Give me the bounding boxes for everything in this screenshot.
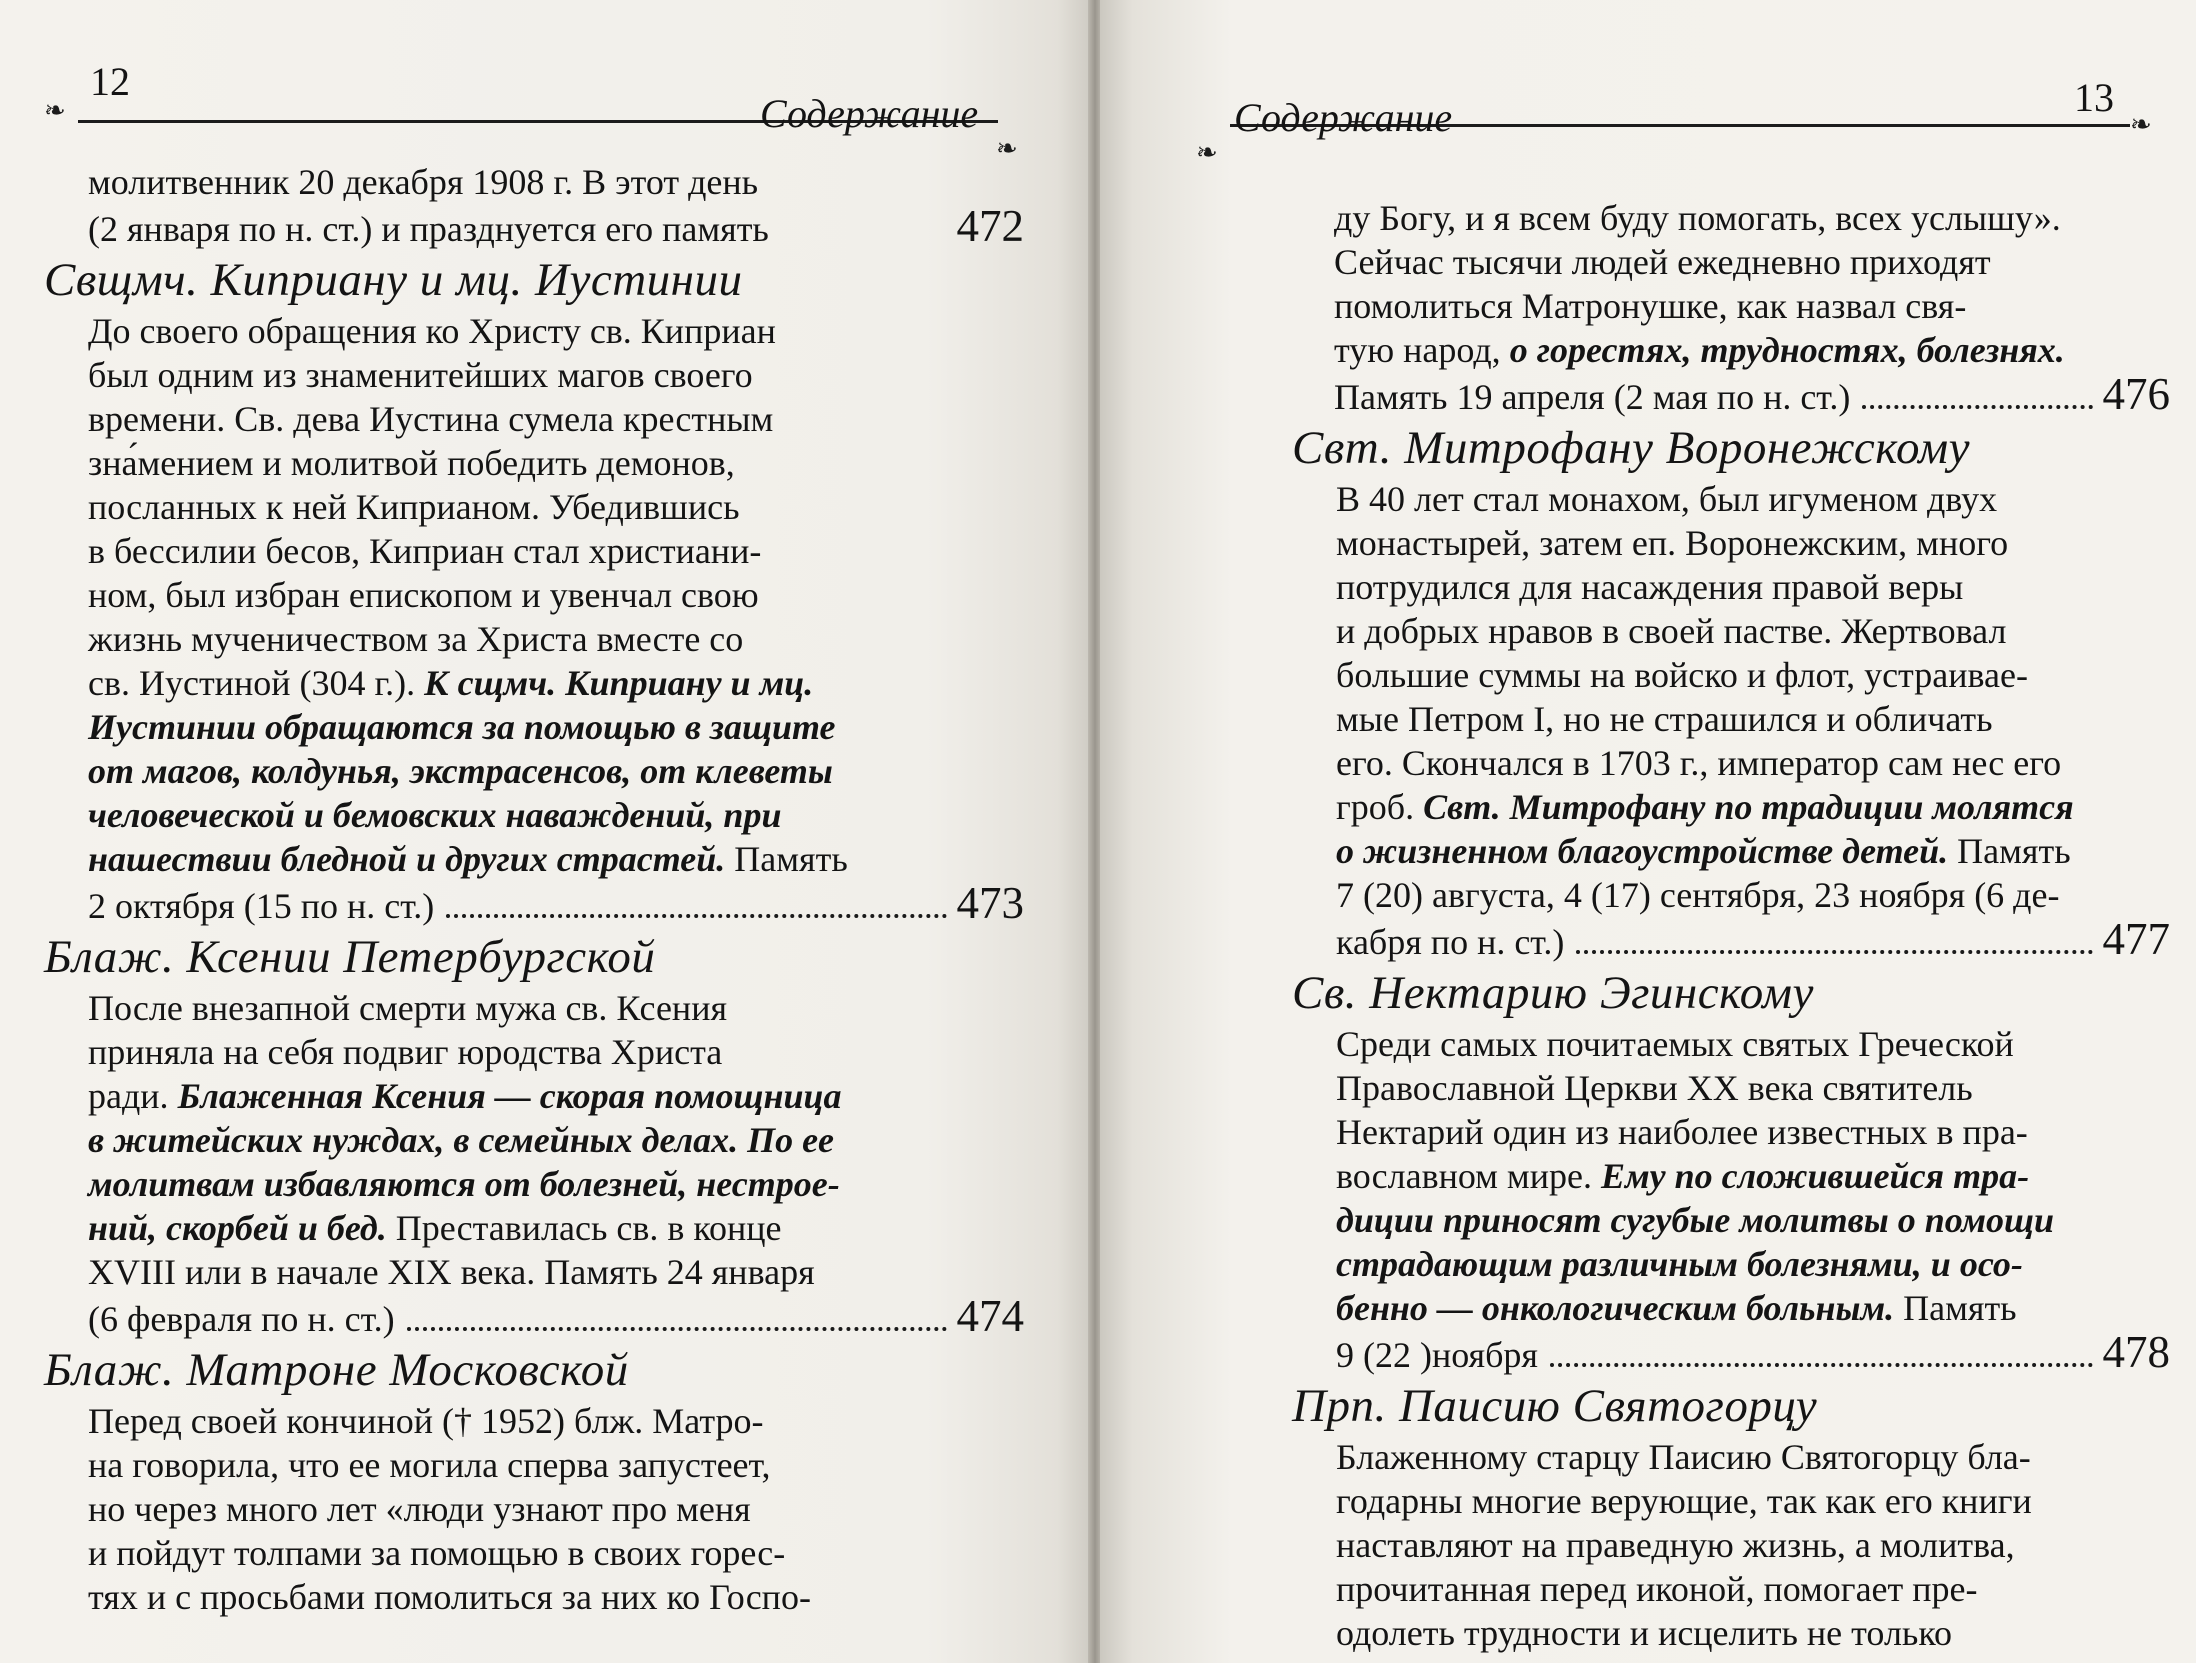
plain-text: Память: [1948, 831, 2071, 871]
text-line: До своего обращения ко Христу св. Киприан: [88, 311, 776, 351]
text-line: помолиться Матронушке, как назвал свя-: [1334, 286, 1967, 326]
page-ref[interactable]: 472: [956, 201, 1024, 251]
entry-body: [1336, 1022, 2170, 1377]
emphasis-line: в житейских нуждах, в семейных делах. По ее: [88, 1120, 835, 1160]
text-line: приняла на себя подвиг юродства Христа: [88, 1032, 723, 1072]
emphasis-line: Иустинии обращаются за помощью в защите: [88, 707, 836, 747]
dot-leader: [1576, 950, 2092, 954]
ornament-right-icon: ❧: [2130, 110, 2150, 139]
text-line: молитвенник 20 декабря 1908 г. В этот день: [88, 162, 759, 202]
text-line: 9 (22 )ноября: [1336, 1335, 1538, 1375]
entry-heading[interactable]: Блаж. Матроне Московской: [44, 1344, 629, 1396]
text-line: Православной Церкви XX века святитель: [1336, 1068, 1973, 1108]
page-number-left: 12: [90, 59, 130, 104]
emphasis-text: К сщмч. Киприану и мц.: [424, 663, 814, 703]
emphasis-text: о жизненном благоустройстве детей.: [1336, 831, 1949, 871]
running-head-left: Содержание: [760, 91, 979, 136]
entry-end: [1334, 369, 2170, 419]
text-line: Сейчас тысячи людей ежедневно приходят: [1334, 242, 1991, 282]
text-line: (6 февраля по н. ст.): [88, 1299, 395, 1339]
emphasis-line: страдающим различным болезнями, и осо-: [1336, 1244, 2023, 1284]
entry-heading[interactable]: Свт. Митрофану Воронежскому: [1292, 422, 1971, 474]
entry-end: [1336, 1327, 2170, 1377]
text-line: 7 (20) августа, 4 (17) сентября, 23 ноября (6 де-: [1336, 875, 2060, 915]
dot-leader: [407, 1327, 947, 1331]
entry-end: [88, 201, 1024, 251]
text-line: [1336, 785, 2170, 829]
text-line: но через много лет «люди узнают про меня: [88, 1489, 751, 1529]
dot-leader: [446, 914, 946, 918]
plain-text: гроб.: [1336, 787, 1424, 827]
text-line: [88, 1206, 1024, 1250]
emphasis-text: ний, скорбей и бед.: [88, 1208, 387, 1248]
text-line: После внезапной смерти мужа св. Ксения: [88, 988, 728, 1028]
text-line: кабря по н. ст.): [1336, 922, 1565, 962]
text-line: ду Богу, и я всем буду помогать, всех услышу».: [1334, 198, 2061, 238]
toc-column-right: [1196, 196, 2170, 1655]
text-line: (2 января по н. ст.) и празднуется его память: [88, 209, 769, 249]
text-line: мые Петром I, но не страшился и обличать: [1336, 699, 1993, 739]
running-head-right: Содержание: [1234, 95, 1453, 140]
text-line: времени. Св. дева Иустина сумела крестным: [88, 399, 774, 439]
emphasis-text: Ему по сложившейся тра-: [1600, 1156, 2030, 1196]
intro-right: [1334, 196, 2170, 419]
toc-entry: [1292, 419, 2170, 964]
text-line: [1336, 829, 2170, 873]
text-line: [1336, 1154, 2170, 1198]
text-line: [88, 661, 1024, 705]
text-line: и пойдут толпами за помощью в своих горес-: [88, 1533, 786, 1573]
text-line: Память 19 апреля (2 мая по н. ст.): [1334, 377, 1851, 417]
text-line: тях и с просьбами помолиться за них ко Госпо-: [88, 1577, 811, 1617]
text-line: [88, 1074, 1024, 1118]
text-line: в бессилии бесов, Киприан стал христиани-: [88, 531, 762, 571]
text-line: был одним из знаменитейших магов своего: [88, 355, 753, 395]
text-line: [1334, 328, 2170, 372]
text-line: Среди самых почитаемых святых Греческой: [1336, 1024, 2014, 1064]
right-page: [1100, 0, 2196, 1663]
text-line: одолеть трудности и исцелить не только: [1336, 1613, 1952, 1653]
page-ref[interactable]: 474: [956, 1291, 1024, 1341]
page-ref[interactable]: 478: [2102, 1327, 2170, 1377]
entry-body: [1336, 1435, 2170, 1655]
text-line: жизнь мученичеством за Христа вместе со: [88, 619, 744, 659]
plain-text: св. Иустиной (304 г.).: [88, 663, 425, 703]
text-line: годарны многие верующие, так как его книги: [1336, 1481, 2032, 1521]
entry-body: [88, 309, 1024, 928]
text-line: 2 октября (15 по н. ст.): [88, 886, 435, 926]
text-line: [1336, 1286, 2170, 1330]
text-line: ном, был избран епископом и увенчал свою: [88, 575, 759, 615]
plain-text: Память: [725, 839, 848, 879]
entry-end: [88, 878, 1024, 928]
entry-body: [88, 986, 1024, 1341]
emphasis-line: молитвам избавляются от болезней, нестрое-: [88, 1164, 840, 1204]
text-line: Блаженному старцу Паисию Святогорцу бла-: [1336, 1437, 2031, 1477]
entry-heading[interactable]: Блаж. Ксении Петербургской: [44, 931, 656, 983]
toc-entry: [44, 1341, 1024, 1619]
text-line: и добрых нравов в своей пастве. Жертвовал: [1336, 611, 2007, 651]
entry-body: [88, 1399, 1024, 1619]
toc-entry: [1292, 964, 2170, 1377]
dot-leader: [1862, 405, 2092, 409]
text-line: посланных к ней Киприаном. Убедившись: [88, 487, 740, 527]
emphasis-text: бенно — онкологическим больным.: [1336, 1288, 1895, 1328]
plain-text: ради.: [88, 1076, 178, 1116]
text-line: прочитанная перед иконой, помогает пре-: [1336, 1569, 1978, 1609]
emphasis-text: Блаженная Ксения — скорая помощница: [177, 1076, 842, 1116]
ornament-left-icon: ❧: [44, 96, 64, 125]
emphasis-line: от магов, колдунья, экстрасенсов, от клеветы: [88, 751, 833, 791]
emphasis-text: нашествии бледной и других страстей.: [88, 839, 726, 879]
text-line: наставляют на праведную жизнь, а молитва,: [1336, 1525, 2015, 1565]
entry-heading[interactable]: Свщмч. Киприану и мц. Иустинии: [44, 254, 743, 306]
emphasis-text: о горестях, трудностях, болезнях.: [1509, 330, 2065, 370]
emphasis-line: диции приносят сугубые молитвы о помощи: [1336, 1200, 2055, 1240]
text-line: Нектарий один из наиболее известных в пра-: [1336, 1112, 2028, 1152]
entry-heading[interactable]: Св. Нектарию Эгинскому: [1292, 967, 1814, 1019]
entry-body: [1336, 477, 2170, 964]
toc-entry: [44, 251, 1024, 928]
text-line: монастырей, затем еп. Воронежским, много: [1336, 523, 2009, 563]
toc-entry: [44, 928, 1024, 1341]
page-ref[interactable]: 476: [2102, 369, 2170, 419]
page-number-right: 13: [2074, 75, 2114, 120]
dot-leader: [1550, 1363, 2093, 1367]
page-ref[interactable]: 473: [956, 878, 1024, 928]
text-line: В 40 лет стал монахом, был игуменом двух: [1336, 479, 1998, 519]
text-line: [88, 837, 1024, 881]
page-ref[interactable]: 477: [2102, 914, 2170, 964]
entry-end: [88, 1291, 1024, 1341]
ornament-right-start-icon: ❧: [1196, 138, 1216, 167]
text-line: зна́мением и молитвой победить демонов,: [88, 443, 735, 483]
text-line: на говорила, что ее могила сперва запустеет,: [88, 1445, 771, 1485]
plain-text: Преставилась св. в конце: [386, 1208, 782, 1248]
entry-heading[interactable]: Прп. Паисию Святогорцу: [1292, 1380, 1818, 1432]
toc-entry: [1292, 1377, 2170, 1655]
entry-end: [1336, 914, 2170, 964]
plain-text: вославном мире.: [1336, 1156, 1601, 1196]
plain-text: Память: [1894, 1288, 2017, 1328]
intro-left: [88, 160, 1024, 251]
ornament-left-end-icon: ❧: [996, 134, 1016, 163]
text-line: большие суммы на войско и флот, устраивае-: [1336, 655, 2028, 695]
text-line: его. Скончался в 1703 г., император сам нес его: [1336, 743, 2062, 783]
text-line: XVIII или в начале XIX века. Память 24 января: [88, 1252, 815, 1292]
emphasis-line: человеческой и бемовских наваждений, при: [88, 795, 782, 835]
text-line: потрудился для насаждения правой веры: [1336, 567, 1964, 607]
text-line: Перед своей кончиной († 1952) блж. Матро-: [88, 1401, 764, 1441]
plain-text: тую народ,: [1334, 330, 1510, 370]
toc-column-left: [44, 160, 1024, 1619]
left-page: [0, 0, 1090, 1663]
emphasis-text: Свт. Митрофану по традиции молятся: [1423, 787, 2074, 827]
